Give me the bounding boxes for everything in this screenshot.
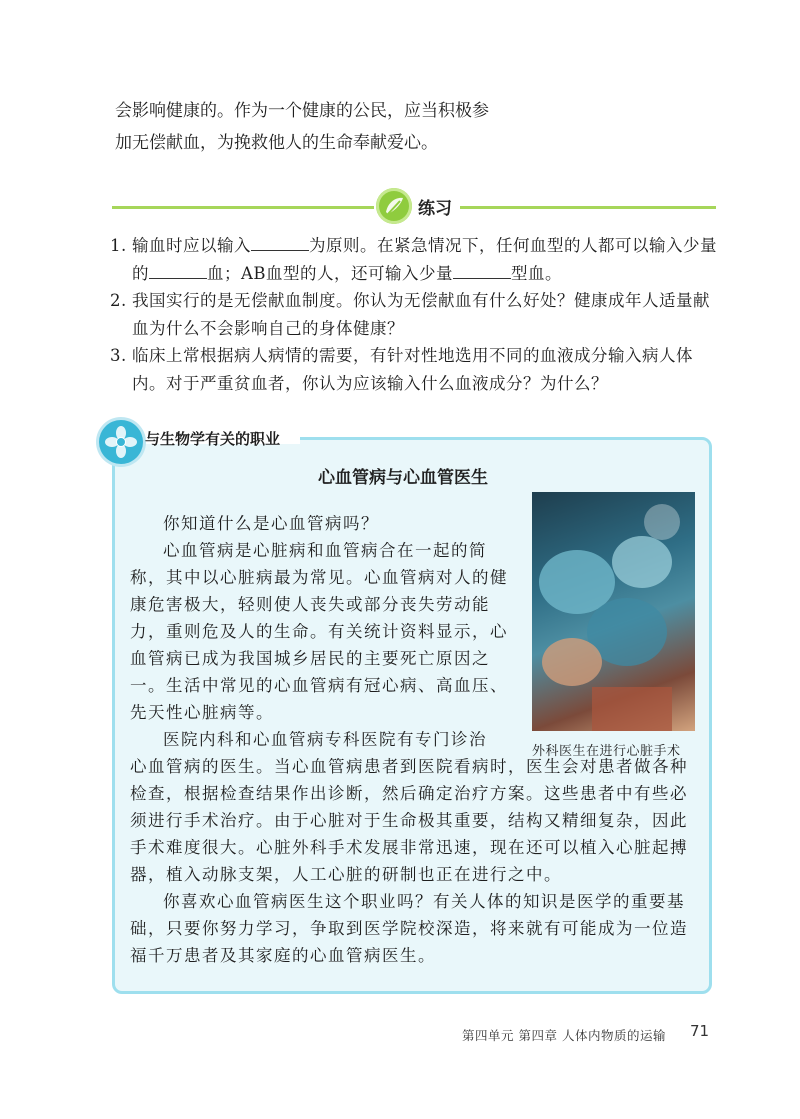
- question-text: 型血。: [511, 263, 563, 283]
- answer-blank[interactable]: [149, 262, 207, 279]
- answer-blank[interactable]: [453, 262, 511, 279]
- answer-blank[interactable]: [251, 234, 309, 251]
- article-paragraph: 你知道什么是心血管病吗？: [163, 514, 379, 533]
- exercise-title: 练习: [418, 199, 452, 219]
- question-body: [132, 232, 720, 287]
- article-title: 心血管病与心血管医生: [318, 468, 488, 488]
- exercise-badge: [376, 188, 412, 224]
- intro-line-2: 加无偿献血，为挽救他人的生命奉献爱心。: [115, 133, 438, 153]
- exercise-rule-left: [112, 206, 374, 209]
- intro-paragraph: [115, 95, 715, 159]
- article-paragraph: 心血管病的医生。当心血管病患者到医院看病时，医生会对患者做各种检查，根据检查结果作出诊断，然后确定治疗方案。这些患者中有些必须进行手术治疗。由于心脏对于生命极其重要，结构又精细复杂，因此手术难度很大。心脏外科手术发展非常迅速，现在还可以植入心脏起搏器，植入动脉支架，人工心脏的研制也正在进行之中。: [130, 757, 688, 884]
- question-3: [110, 342, 720, 397]
- intro-line-1: 会影响健康的。作为一个健康的公民，应当积极参: [115, 101, 489, 121]
- question-1: [110, 232, 720, 287]
- career-badge: [99, 420, 143, 464]
- article-paragraph: 医院内科和心血管病专科医院有专门诊治: [163, 730, 487, 749]
- career-section-label: 与生物学有关的职业: [145, 430, 281, 448]
- question-number: 2.: [110, 291, 127, 310]
- question-text: 为原则。在紧急情况下，任何血型的人都可以输入少量的: [132, 236, 717, 283]
- exercise-questions: [110, 232, 720, 397]
- article-paragraph: 心血管病是心脏病和血管病合在一起的简称，其中以心脏病最为常见。心血管病对人的健康危害极大，轻则使人丧失或部分丧失劳动能力，重则危及人的生命。有关统计资料显示，心血管病已成为我国城乡居民的主要死亡原因之一。生活中常见的心血管病有冠心病、高血压、先天性心脏病等。: [130, 541, 508, 722]
- article-paragraph: 你喜欢心血管病医生这个职业吗？有关人体的知识是医学的重要基础，只要你努力学习，争取到医学院校深造，将来就有可能成为一位造福千万患者及其家庭的心血管病医生。: [130, 892, 688, 965]
- running-footer: 第四单元 第四章 人体内物质的运输: [462, 1028, 666, 1043]
- question-text: 血；AB血型的人，还可输入少量: [207, 263, 454, 283]
- exercise-rule-right: [460, 206, 716, 209]
- atom-flower-icon: [99, 420, 143, 464]
- question-2: [110, 287, 720, 342]
- question-number: 3.: [110, 346, 127, 365]
- page-number: 71: [690, 1022, 710, 1040]
- photo-caption: 外科医生在进行心脏手术: [532, 744, 681, 759]
- question-text: 我国实行的是无偿献血制度。你认为无偿献血有什么好处？健康成年人适量献血为什么不会影响自己的身体健康？: [132, 291, 710, 338]
- question-number: 1.: [110, 236, 127, 255]
- pencil-leaf-icon: [376, 188, 412, 224]
- question-text: 临床上常根据病人病情的需要，有针对性地选用不同的血液成分输入病人体内。对于严重贫血者，你认为应该输入什么血液成分？为什么？: [132, 346, 693, 393]
- article-body: [130, 510, 700, 969]
- question-text: 输血时应以输入: [132, 236, 251, 255]
